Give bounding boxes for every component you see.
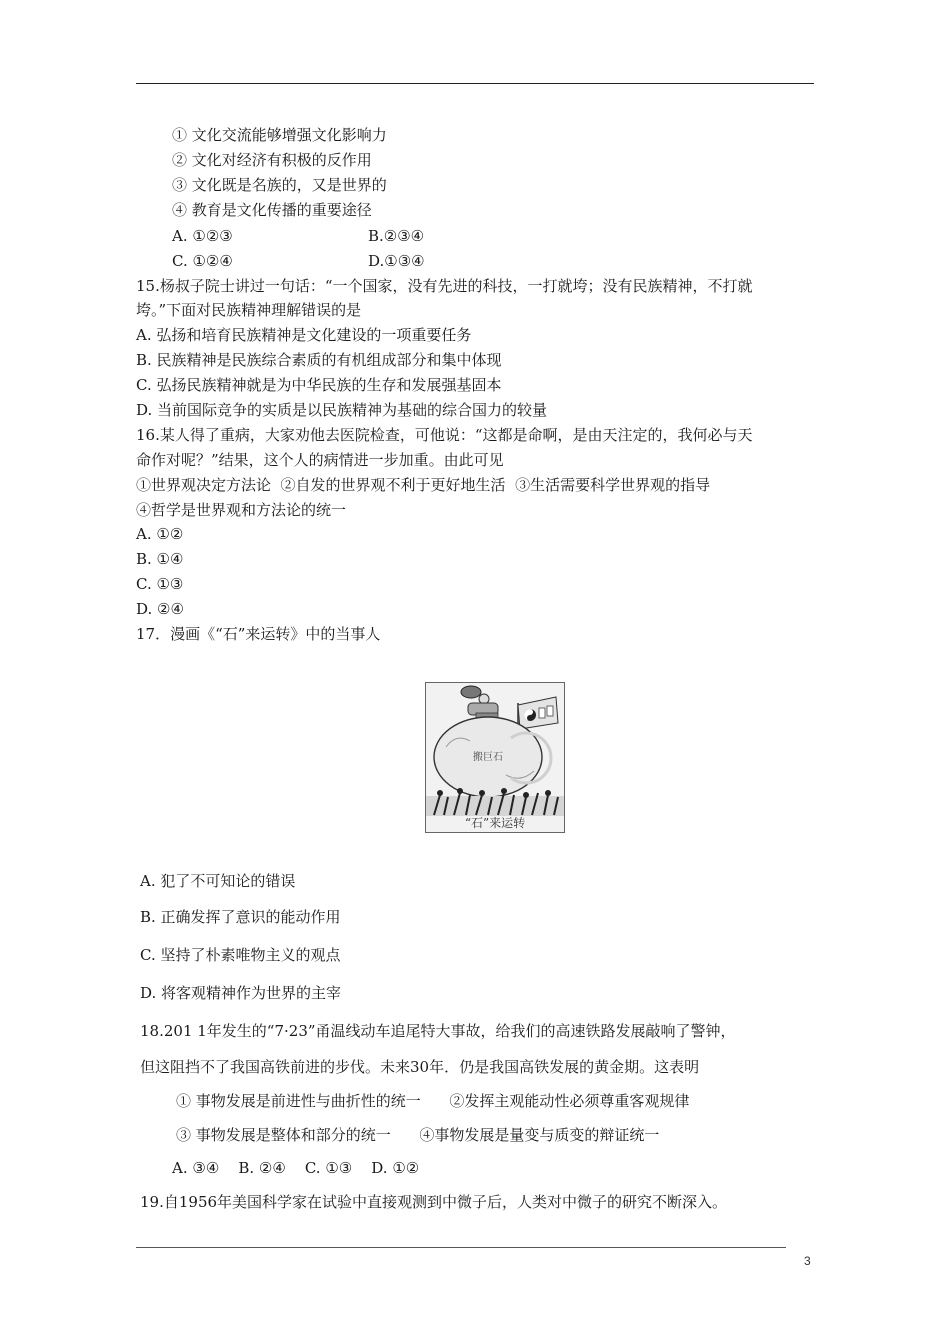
page-number: 3	[804, 1254, 811, 1268]
q16-items-line-2: ④哲学是世界观和方法论的统一	[136, 501, 347, 519]
q14-item-2: ② 文化对经济有积极的反作用	[172, 151, 372, 169]
q16-option-d: D. ②④	[136, 600, 184, 618]
header-rule	[136, 83, 814, 84]
q16-stem-line-1: 16.某人得了重病，大家劝他去医院检查，可他说：“这都是命啊，是由天注定的，我何必与天	[136, 426, 753, 444]
q14-option-d: D.①③④	[368, 252, 425, 270]
q14-item-1: ① 文化交流能够增强文化影响力	[172, 126, 387, 144]
q15-option-c: C. 弘扬民族精神就是为中华民族的生存和发展强基固本	[136, 376, 502, 394]
q18-stem-line-2: 但这阻挡不了我国高铁前进的步伐。未来30年．仍是我国高铁发展的黄金期。这表明	[140, 1058, 700, 1076]
q18-items-line-1: ① 事物发展是前进性与曲折性的统一 ②发挥主观能动性必须尊重客观规律	[176, 1092, 690, 1110]
q19-stem: 19.自1956年美国科学家在试验中直接观测到中微子后，人类对中微子的研究不断深入。	[140, 1193, 728, 1211]
q18-stem-line-1: 18.201 1年发生的“7·23”甬温线动车追尾特大事故，给我们的高速铁路发展敲响了警钟，	[140, 1022, 736, 1040]
q18-items-line-2: ③ 事物发展是整体和部分的统一 ④事物发展是量变与质变的辩证统一	[176, 1126, 660, 1144]
q16-option-c: C. ①③	[136, 575, 184, 593]
q18-options: A. ③④ B. ②④ C. ①③ D. ①②	[172, 1159, 420, 1177]
q17-option-a: A. 犯了不可知论的错误	[140, 872, 296, 890]
q15-option-d: D. 当前国际竞争的实质是以民族精神为基础的综合国力的较量	[136, 401, 548, 419]
q14-option-c: C. ①②④	[172, 252, 233, 270]
q17-option-d: D. 将客观精神作为世界的主宰	[140, 984, 342, 1002]
q14-item-3: ③ 文化既是名族的，又是世界的	[172, 176, 387, 194]
q16-option-a: A. ①②	[136, 525, 184, 543]
cartoon-rock-label: 搬巨石	[473, 752, 503, 763]
q17-option-b: B. 正确发挥了意识的能动作用	[140, 908, 341, 926]
q16-option-b: B. ①④	[136, 550, 184, 568]
cartoon-caption: “石”来运转	[464, 816, 526, 830]
cartoon-image	[425, 682, 565, 833]
q15-stem-line-2: 垮。”下面对民族精神理解错误的是	[136, 301, 362, 319]
q17-option-c: C. 坚持了朴素唯物主义的观点	[140, 946, 341, 964]
q16-stem-line-2: 命作对呢？”结果，这个人的病情进一步加重。由此可见	[136, 451, 504, 469]
q14-option-a: A. ①②③	[172, 227, 233, 245]
q17-stem: 17．漫画《“石”来运转》中的当事人	[136, 625, 381, 643]
q14-item-4: ④ 教育是文化传播的重要途径	[172, 201, 372, 219]
q14-option-b: B.②③④	[368, 227, 425, 245]
q16-items-line-1: ①世界观决定方法论 ②自发的世界观不利于更好地生活 ③生活需要科学世界观的指导	[136, 476, 711, 494]
q15-option-b: B. 民族精神是民族综合素质的有机组成部分和集中体现	[136, 351, 502, 369]
q15-option-a: A. 弘扬和培育民族精神是文化建设的一项重要任务	[136, 326, 472, 344]
q15-stem-line-1: 15.杨叔子院士讲过一句话：“一个国家，没有先进的科技，一打就垮；没有民族精神，不打就	[136, 277, 753, 295]
cartoon-drawing	[426, 683, 564, 832]
footer-rule	[136, 1247, 786, 1248]
